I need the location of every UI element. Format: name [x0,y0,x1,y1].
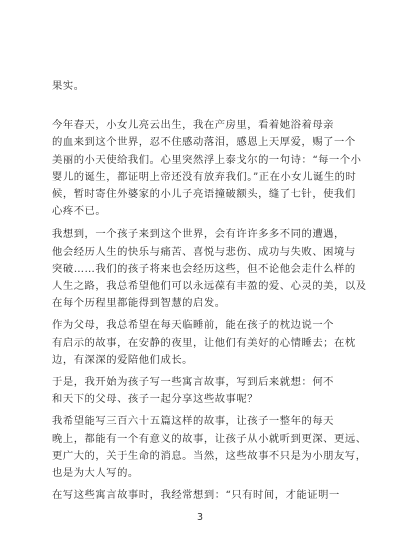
text-line: 我想到，一个孩子来到这个世界，会有许许多多不同的遭遇， [52,228,345,241]
text-line: 人生之路，我总希望他们可以永远葆有丰盈的爱、心灵的美，以及 [52,280,367,293]
text-line: 我希望能写三百六十五篇这样的故事，让孩子一整年的每天 [52,415,335,428]
text-line: 于是，我开始为孩子写一些寓言故事，写到后来就想：何不 [52,376,335,389]
text-line: 在每个历程里都能得到智慧的启发。 [52,297,226,310]
text-line: 美丽的小天使给我们。心里突然浮上泰戈尔的一句诗：“每一个小 [52,153,362,166]
page-body [52,78,367,504]
text-line: 心疼不已。 [52,205,107,218]
paragraph [52,78,354,95]
paragraph [52,117,362,220]
paragraph [52,226,367,312]
text-line: 更广大的，关于生命的消息。当然，这些故事不只是为小朋友写， [52,449,367,462]
text-line: 突破……我们的孩子将来也会经历这些，但不论他会走什么样的 [52,262,356,275]
text-line: 今年春天，小女儿亮云出生，我在产房里，看着她浴着母亲 [52,119,335,132]
text-line: 他会经历人生的快乐与痛苦、喜悦与悲伤、成功与失败、困境与 [52,245,356,258]
text-line: 婴儿的诞生，都证明上帝还没有放弃我们。”正在小女儿诞生的时 [52,170,357,183]
text-line: 候，暂时寄住外婆家的小儿子亮语撞破额头，缝了七针，使我们 [52,188,356,201]
text-line: 在写这些寓言故事时，我经常想到：“只有时间，才能证明一 [52,489,340,502]
paragraph [52,487,354,504]
text-line: 作为父母，我总希望在每天临睡前，能在孩子的枕边说一个 [52,319,335,332]
text-line: 晚上，都能有一个有意义的故事，让孩子从小就听到更深、更远、 [52,432,367,445]
text-line: 也是为大人写的。 [52,467,139,480]
paragraph [52,413,367,482]
text-line: 和天下的父母、孩子一起分享这些故事呢？ [52,393,259,406]
paragraph [52,374,354,408]
text-line: 果实。 [52,80,85,92]
text-line: 的血来到这个世界，忍不住感动落泪，感恩上天厚爱，赐了一个 [52,136,356,149]
page-number: 3 [196,512,204,523]
paragraph [52,317,354,369]
text-line: 有启示的故事，在安静的夜里，让他们有美好的心情睡去；在枕 [52,336,356,349]
text-line: 边，有深深的爱陪他们成长。 [52,353,194,366]
